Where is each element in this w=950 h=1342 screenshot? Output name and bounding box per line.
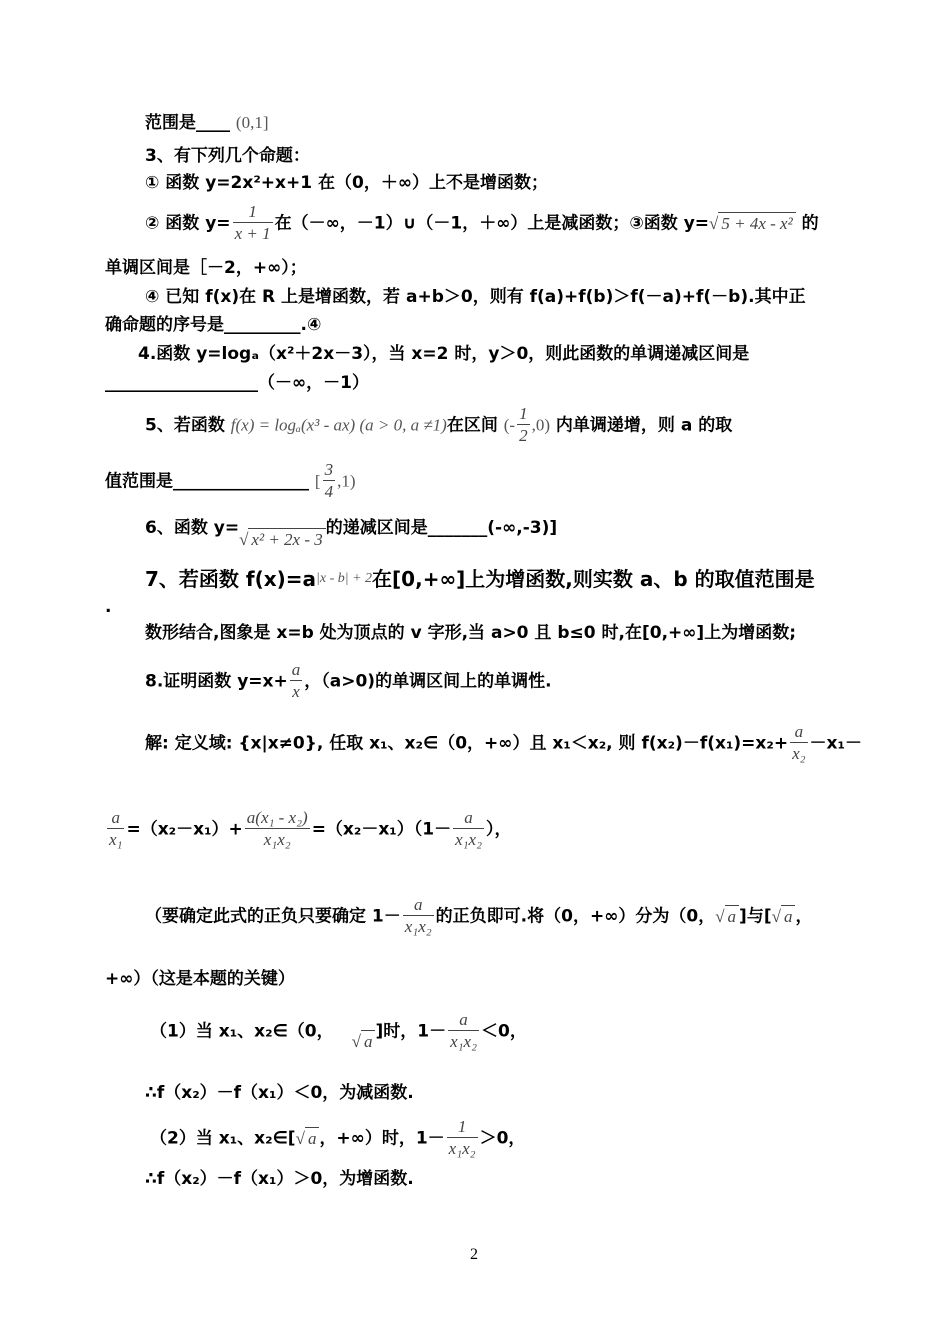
question-3-title: 3、有下列几个命题： bbox=[145, 146, 310, 166]
solution-line-3: （要确定此式的正负只要确定 1－ $\frac{a}{\text{x₁x₂}}$ 的正负即可.将（0，+∞）分为（0，√ a ]与[√ a ， bbox=[145, 895, 813, 936]
case-2-result: ∴f（x₂）－f（x₁）＞0，为增函数. bbox=[145, 1169, 414, 1189]
question-4-answer: __________________（－∞，－1） bbox=[105, 373, 369, 393]
proposition-1: ① 函数 y=2x²+x+1 在（0，＋∞）上不是增函数； bbox=[145, 173, 548, 193]
sqrt-expression: √ a bbox=[715, 905, 739, 928]
question-7-solution: 数形结合,图象是 x=b 处为顶点的 v 字形,当 a>0 且 b≤0 时,在[0,+∞]上为增函数; bbox=[145, 623, 796, 643]
question-3-answer: 确命题的序号是_________.④ bbox=[105, 315, 322, 335]
question-7: 7、若函数 $f(x)=a^{|x - b| + 2}$在[0,+∞]上为增函数,则实数 a、b 的取值范围是 bbox=[145, 567, 815, 591]
sqrt-expression: √ a bbox=[352, 1030, 376, 1053]
question-5-answer: 值范围是________________ [ $\frac{3}{4}$ ,1) bbox=[105, 460, 356, 501]
fraction: $\frac{a}{\text{x₁x₂}}$ bbox=[404, 895, 432, 936]
solution-line-2: $\frac{a}{\text{x₁}}$ =（x₂－x₁）+ $\frac{\text{a(x₁ - x₂)}}{\text{x₁x₂}}$ =（x₂－x₁）（1－ $\frac{a}{\text{x₁x₂}}$ ）， bbox=[109, 808, 512, 849]
proposition-3-interval: 单调区间是［－2，+∞）； bbox=[105, 258, 307, 278]
solution-line-1: 解: 定义域: {x|x≠0}, 任取 x₁、x₂∈（0，+∞）且 x₁＜x₂, 则 f(x₂)－f(x₁)=x₂+ $\frac{a}{\text{x₂}}$ －x₁－ bbox=[145, 722, 862, 763]
fraction: $\frac{a}{\text{x₂}}$ bbox=[792, 722, 806, 763]
question-6: 6、函数 y=√ x² + 2x - 3的递减区间是_______(-∞,-3)] bbox=[145, 518, 558, 549]
question-5: 5、若函数 f(x) = logₐ(x³ - ax) (a > 0, a ≠1)在区间 (- $\frac{1}{2}$ ,0) 内单调递增，则 a 的取 bbox=[145, 404, 733, 445]
case-1-result: ∴f（x₂）－f（x₁）＜0，为减函数. bbox=[145, 1083, 414, 1103]
sqrt-expression: √ a bbox=[296, 1127, 320, 1150]
fraction: $\frac{a}{\text{x₁x₂}}$ bbox=[450, 1010, 478, 1051]
fraction: $\frac{1}{\text{x₁x₂}}$ bbox=[448, 1117, 476, 1158]
question-4: 4.函数 y=logₐ（x²＋2x－3），当 x=2 时，y＞0，则此函数的单调递减区间是 bbox=[138, 344, 750, 364]
proposition-4: ④ 已知 f(x)在 R 上是增函数，若 a+b＞0，则有 f(a)+f(b)＞f(－a)+f(－b).其中正 bbox=[145, 287, 806, 307]
fraction: $\frac{a}{\text{x₁}}$ bbox=[109, 808, 123, 849]
fraction: $\frac{1}{2}$ bbox=[519, 404, 528, 445]
solution-line-4: +∞）（这是本题的关键） bbox=[105, 969, 295, 989]
question-7-blank: . bbox=[105, 597, 112, 617]
fraction: $\frac{a}{\text{x₁x₂}}$ bbox=[455, 808, 483, 849]
sqrt-expression: √ a bbox=[772, 905, 796, 928]
case-2: （2）当 x₁、x₂∈[√ a ，+∞）时，1－ $\frac{1}{\text{x₁x₂}}$ ＞0， bbox=[150, 1117, 526, 1158]
page-number: 2 bbox=[470, 1246, 478, 1263]
answer-range-line: 范围是____ (0,1] bbox=[145, 113, 269, 133]
proposition-2-3: ② 函数 y= $\frac{1}{x + 1}$ 在（－∞，－1）∪（－1，＋∞）上是减函数；③函数 y=√ 5 + 4x - x² 的 bbox=[145, 202, 819, 243]
sqrt-expression: √ x² + 2x - 3 bbox=[239, 528, 326, 551]
fraction: $\frac{3}{4}$ bbox=[324, 460, 334, 501]
fraction: $\frac{1}{x + 1}$ bbox=[234, 202, 271, 243]
question-8: 8.证明函数 y=x+ $\frac{a}{x}$ ，（a>0)的单调区间上的单调性. bbox=[145, 660, 552, 701]
fraction: $\frac{\text{a(x₁ - x₂)}}{\text{x₁x₂}}$ bbox=[246, 808, 308, 849]
sqrt-expression: √ 5 + 4x - x² bbox=[709, 212, 796, 235]
case-1: （1）当 x₁、x₂∈（0， √ a ]时，1－ $\frac{a}{\text{x₁x₂}}$ ＜0， bbox=[150, 1010, 527, 1051]
fraction: $\frac{a}{x}$ bbox=[291, 660, 301, 701]
